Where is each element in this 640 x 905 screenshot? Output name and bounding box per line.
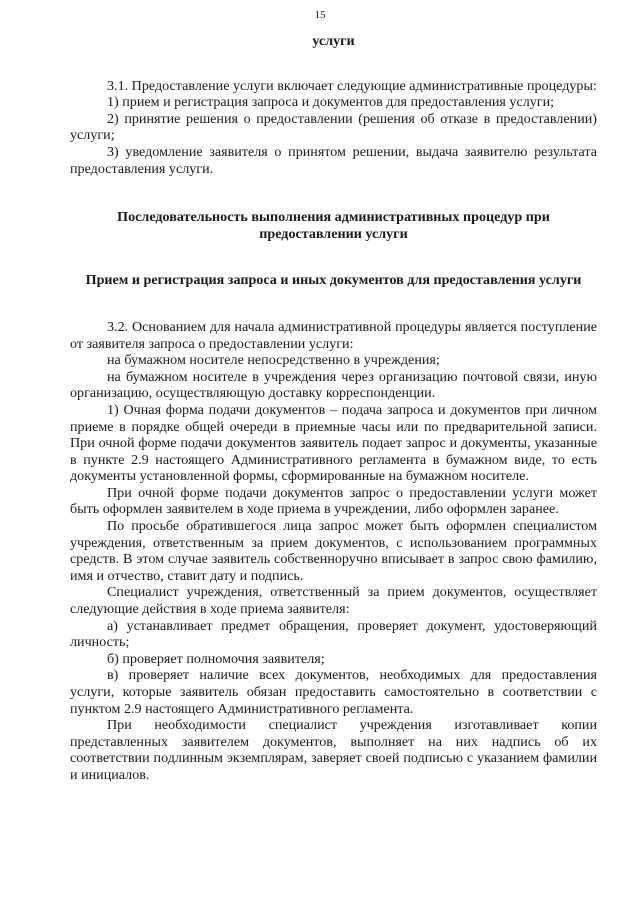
section-heading-reception: Прием и регистрация запроса и иных документов для предоставления услуги bbox=[85, 272, 582, 289]
list-item: 3) уведомление заявителя о принятом решении, выдача заявителю результата предоставления услуги. bbox=[70, 143, 597, 177]
page-number: 15 bbox=[314, 9, 326, 21]
list-item: 1) прием и регистрация запроса и документов для предоставления услуги; bbox=[107, 94, 555, 111]
list-item: в) проверяет наличие всех документов, необходимых для предоставления услуги, которые заявитель обязан предоставить самостоятельно в соответствии с пунктом 2.9 настоящего Административного регламента. bbox=[70, 667, 597, 717]
paragraph-request-by-specialist: По просьбе обратившегося лица запрос может быть оформлен специалистом учреждения, ответственным за прием документов, с использованием программных средств. В этом случае заявитель собственноручно вписывает в запрос свою фамилию, имя и отчество, ставит дату и подпись. bbox=[70, 518, 597, 584]
list-item: на бумажном носителе непосредственно в учреждения; bbox=[107, 352, 440, 369]
paragraph-specialist-actions: Специалист учреждения, ответственный за прием документов, осуществляет следующие действия в ходе приема заявителя: bbox=[70, 584, 597, 618]
paragraph-3-1: 3.1. Предоставление услуги включает следующие административные процедуры: bbox=[107, 77, 597, 94]
list-item: а) устанавливает предмет обращения, проверяет документ, удостоверяющий личность; bbox=[70, 617, 597, 651]
list-item: б) проверяет полномочия заявителя; bbox=[107, 650, 325, 667]
section-heading-tail: услуги bbox=[312, 33, 355, 49]
paragraph-in-person-form: 1) Очная форма подачи документов – подача запроса и документов при личном приеме в порядке общей очереди в приемные часы или по предварительной записи. При очной форме подачи документов заявитель подает запрос и документы, указанные в пункте 2.9 настоящего Административного регламента в бумажном виде, то есть документы установленной формы, сформированные на бумажном носителе. bbox=[70, 401, 597, 485]
page-content bbox=[70, 33, 597, 784]
paragraph-3-2: 3.2. Основанием для начала административной процедуры является поступление от заявителя запроса о предоставлении услуги: bbox=[70, 318, 597, 352]
paragraph-in-person-request: При очной форме подачи документов запрос о предоставлении услуги может быть оформлен заявителем в ходе приема в учреждении, либо оформлен заранее. bbox=[70, 484, 597, 518]
list-item: 2) принятие решения о предоставлении (решения об отказе в предоставлении) услуги; bbox=[70, 110, 597, 144]
section-heading-sequence: Последовательность выполнения административных процедур при предоставлении услуги bbox=[117, 209, 550, 242]
paragraph-copies: При необходимости специалист учреждения изготавливает копии представленных заявителем документов, выполняет на них надпись об их соответствии подлинным экземплярам, заверяет своей подписью с указанием фамилии и инициалов. bbox=[70, 717, 597, 783]
list-item: на бумажном носителе в учреждения через организацию почтовой связи, иную организацию, осуществляющую доставку корреспонденции. bbox=[70, 368, 597, 402]
